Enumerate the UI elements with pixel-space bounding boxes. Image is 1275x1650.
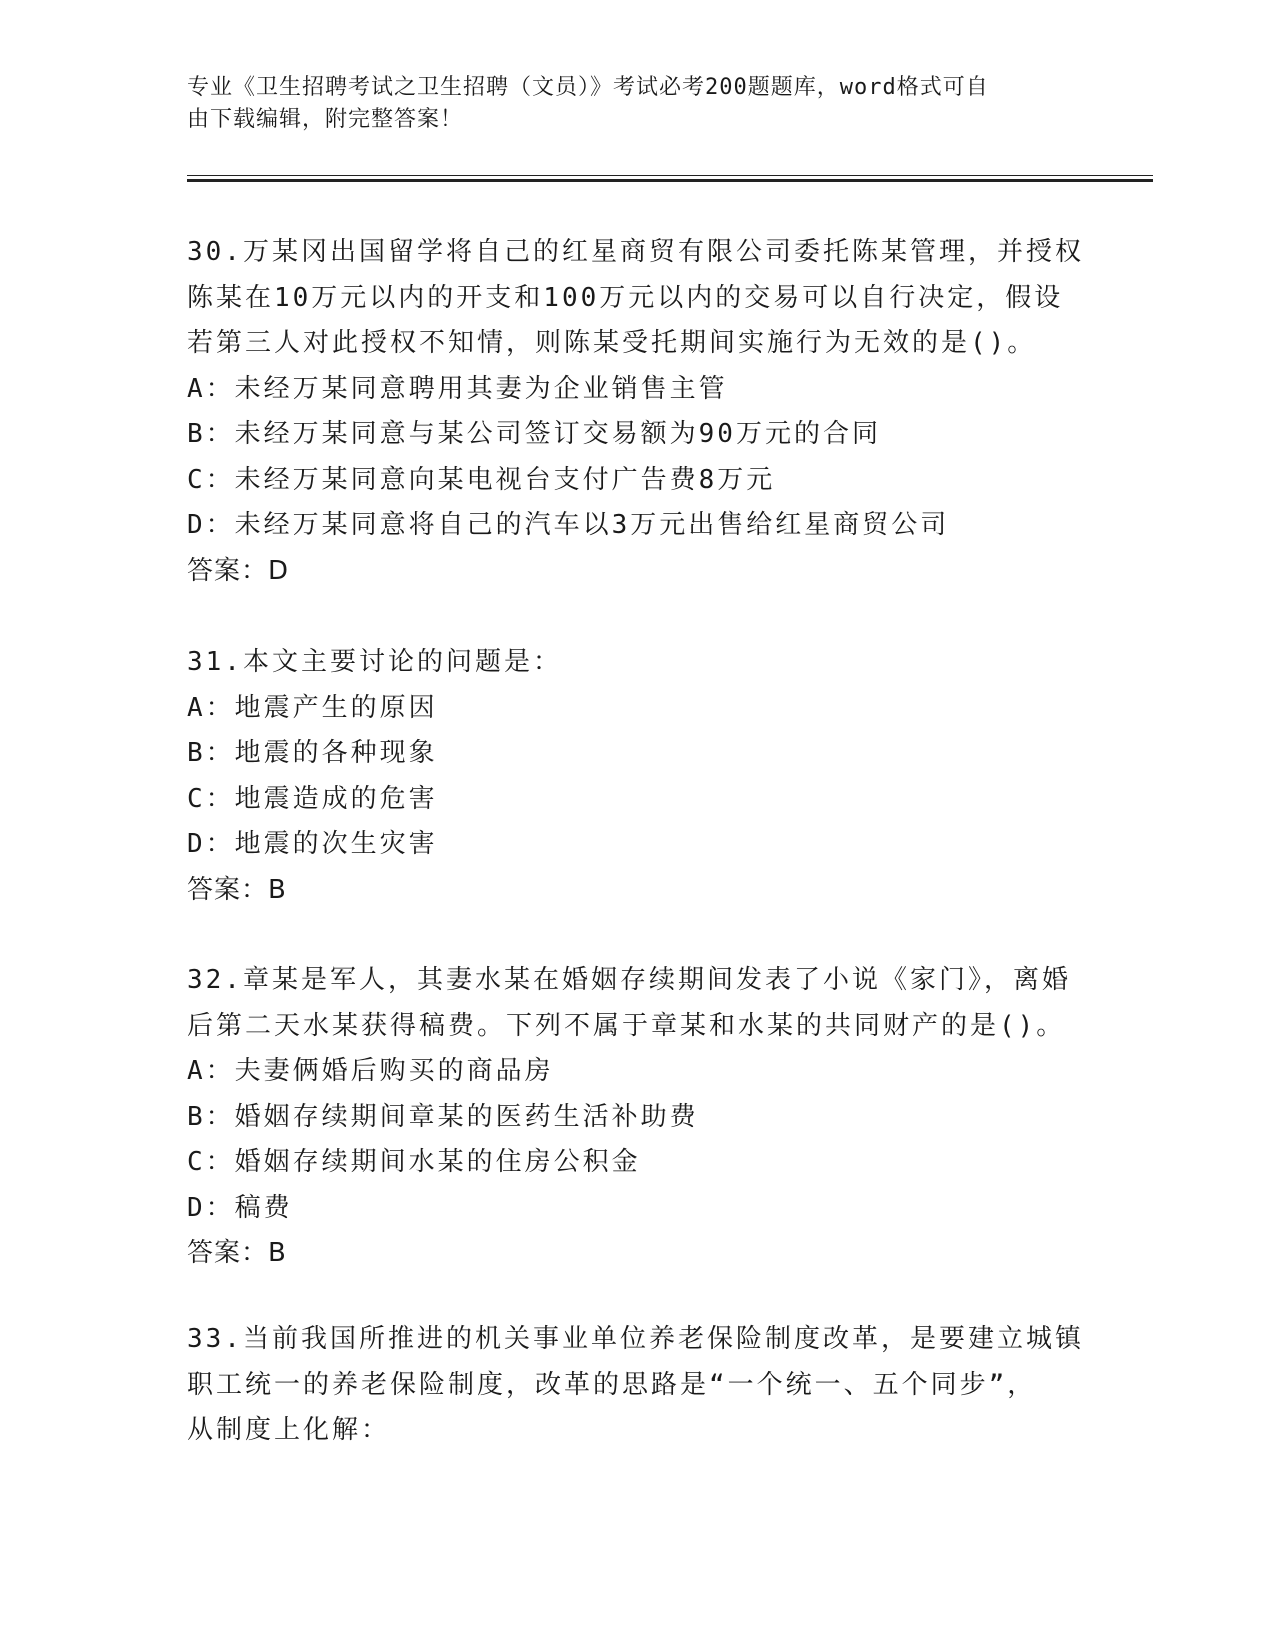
question-30 (187, 230, 1087, 594)
question-text-line: 33.当前我国所推进的机关事业单位养老保险制度改革，是要建立城镇 (187, 1324, 1084, 1354)
question-33 (187, 1317, 1087, 1454)
answer-line: 答案：D (187, 555, 290, 586)
option-d: D：稿费 (187, 1192, 293, 1223)
question-text-line: 30.万某冈出国留学将自己的红星商贸有限公司委托陈某管理，并授权 (187, 237, 1084, 267)
answer-line: 答案：B (187, 874, 287, 905)
option-b: B：地震的各种现象 (187, 738, 438, 768)
answer-line: 答案：B (187, 1238, 287, 1268)
question-text-line: 31.本文主要讨论的问题是： (187, 647, 562, 677)
option-a: A：未经万某同意聘用其妻为企业销售主管 (187, 373, 728, 404)
option-c: C：地震造成的危害 (187, 783, 438, 814)
option-d: D：未经万某同意将自己的汽车以3万元出售给红星商贸公司 (187, 510, 950, 540)
document-header (187, 72, 1067, 136)
option-c: C：婚姻存续期间水某的住房公积金 (187, 1147, 641, 1177)
question-text-line: 从制度上化解： (187, 1415, 391, 1445)
option-b: B：未经万某同意与某公司签订交易额为90万元的合同 (187, 419, 881, 449)
option-c: C：未经万某同意向某电视台支付广告费8万元 (187, 464, 776, 495)
header-rule-thin (187, 175, 1153, 176)
question-text-line: 职工统一的养老保险制度，改革的思路是“一个统一、五个同步”， (187, 1369, 1037, 1400)
header-line-2: 由下载编辑，附完整答案！ (187, 107, 464, 132)
option-a: A：地震产生的原因 (187, 692, 438, 723)
question-text-line: 32.章某是军人，其妻水某在婚姻存续期间发表了小说《家门》，离婚 (187, 965, 1071, 995)
question-32 (187, 958, 1087, 1277)
question-31 (187, 640, 1087, 913)
option-b: B：婚姻存续期间章某的医药生活补助费 (187, 1101, 699, 1132)
option-d: D：地震的次生灾害 (187, 829, 438, 859)
question-text-line: 陈某在10万元以内的开支和100万元以内的交易可以自行决定，假设 (187, 282, 1064, 313)
question-text-line: 后第二天水某获得稿费。下列不属于章某和水某的共同财产的是()。 (187, 1010, 1066, 1041)
header-rule-thick (187, 179, 1153, 182)
question-text-line: 若第三人对此授权不知情，则陈某受托期间实施行为无效的是()。 (187, 328, 1037, 358)
option-a: A：夫妻俩婚后购买的商品房 (187, 1056, 554, 1086)
header-line-1: 专业《卫生招聘考试之卫生招聘（文员）》考试必考200题题库，word格式可自 (187, 75, 989, 100)
